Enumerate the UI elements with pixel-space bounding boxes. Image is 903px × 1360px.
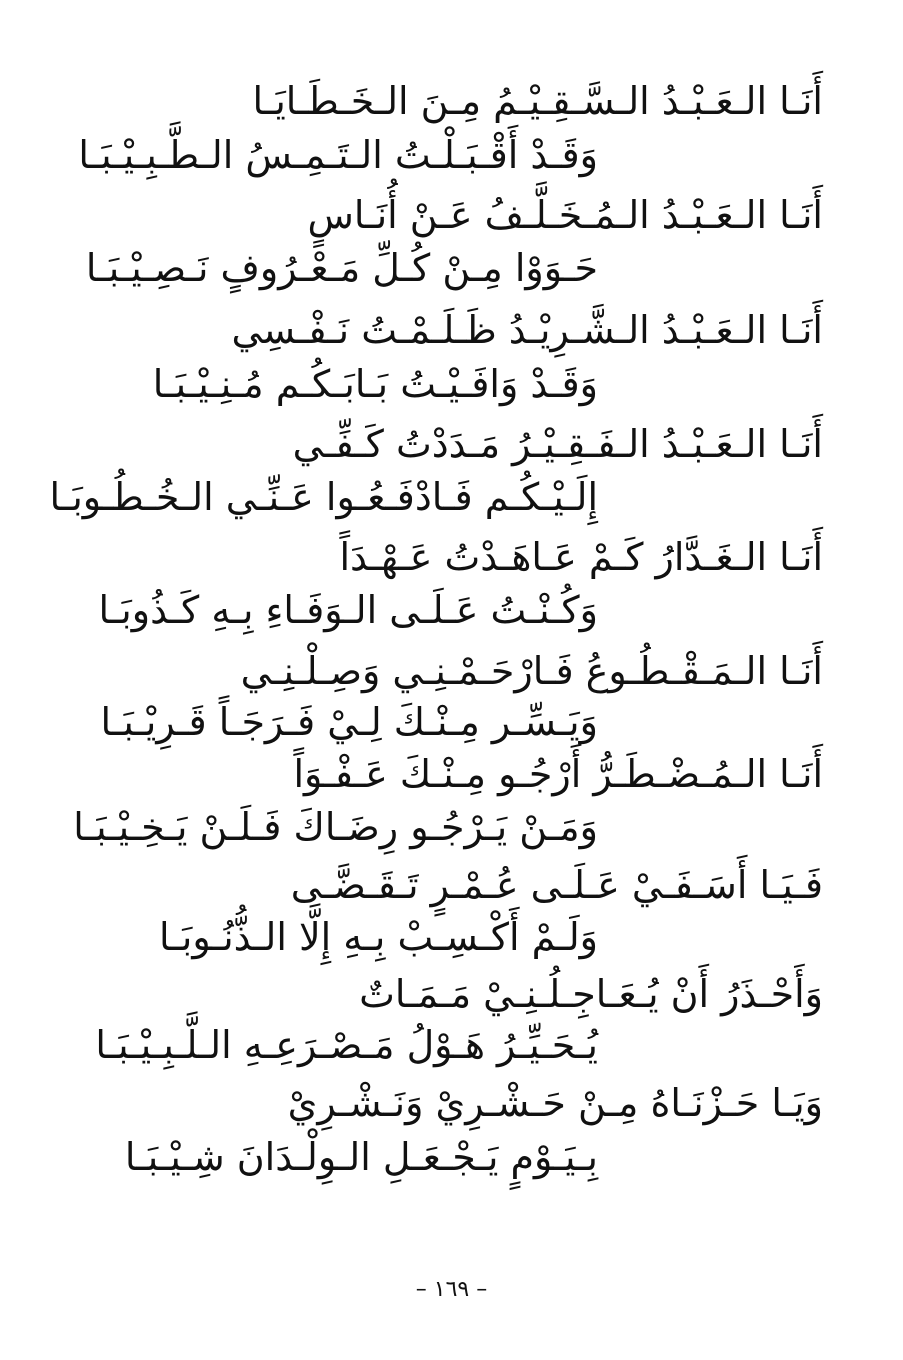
verse-1-second-hemistich: وَقَـدْ أَقْـبَـلْـتُ الـتَـمِـسُ الـطَّـبِـيْـبَـا — [78, 133, 598, 177]
verse-7-second-hemistich: وَمَـنْ يَـرْجُـو رِضَـاكَ فَـلَـنْ يَـخِـيْـبَـا — [73, 805, 598, 849]
verse-4-second-hemistich: إِلَـيْـكُـم فَـادْفَـعُـوا عَـنِّـي الـخُـطُـوبَـا — [49, 475, 598, 519]
verse-1-first-hemistich: أَنَـا الـعَـبْـدُ الـسَّـقِـيْـمُ مِـنَ الـخَـطَـايَـا — [252, 79, 823, 123]
verse-9-second-hemistich: يُـحَـيِّـرُ هَـوْلُ مَـصْـرَعِـهِ الـلَّـبِـيْـبَـا — [95, 1023, 598, 1067]
verse-2-second-hemistich: حَـوَوْا مِـنْ كُـلِّ مَـعْـرُوفٍ نَـصِـيْـبَـا — [85, 246, 598, 290]
verse-6-first-hemistich: أَنَـا الـمَـقْـطُـوعُ فَـارْحَـمْـنِـي وَصِـلْـنِـي — [240, 649, 823, 693]
verse-9-first-hemistich: وَأَحْـذَرُ أَنْ يُـعَـاجِـلُـنِـيْ مَـمَـاتٌ — [359, 972, 823, 1016]
verse-2-first-hemistich: أَنَـا الـعَـبْـدُ الـمُـخَـلَّـفُ عَـنْ أُنَـاسٍ — [307, 193, 823, 237]
verse-3-first-hemistich: أَنَـا الـعَـبْـدُ الـشَّـرِيْـدُ ظَـلَـمْـتُ نَـفْـسِي — [231, 308, 823, 352]
verse-10-first-hemistich: وَيَـا حَـزْنَـاهُ مِـنْ حَـشْـرِيْ وَنَـشْـرِيْ — [287, 1081, 823, 1125]
verse-3-second-hemistich: وَقَـدْ وَافَـيْـتُ بَـابَـكُـم مُـنِـيْـبَـا — [152, 362, 598, 406]
verse-8-first-hemistich: فَـيَـا أَسَـفَـيْ عَـلَـى عُـمْـرٍ تَـقَـضَّـى — [290, 863, 823, 907]
verse-5-second-hemistich: وَكُـنْـتُ عَـلَـى الـوَفَـاءِ بِـهِ كَـذُوبَـا — [98, 588, 598, 632]
verse-7-first-hemistich: أَنَـا الـمُـضْـطَـرُّ أَرْجُـو مِـنْـكَ عَـفْـوَاً — [293, 752, 823, 796]
verse-5-first-hemistich: أَنَـا الـغَـدَّارُ كَـمْ عَـاهَـدْتُ عَـهْـدَاً — [339, 535, 823, 579]
verse-8-second-hemistich: وَلَـمْ أَكْـسِـبْ بِـهِ إِلَّا الـذُّنُـوبَـا — [159, 915, 598, 959]
page-number: – ١٦٩ – — [415, 1277, 488, 1302]
verse-6-second-hemistich: وَيَـسِّـر مِـنْـكَ لِـيْ فَـرَجَـاً قَـرِيْـبَـا — [100, 700, 598, 744]
verse-4-first-hemistich: أَنَـا الـعَـبْـدُ الـفَـقِـيْـرُ مَـدَدْتُ كَـفِّـي — [292, 422, 823, 466]
verse-10-second-hemistich: بِـيَـوْمٍ يَـجْـعَـلِ الـوِلْـدَانَ شِـيْـبَـا — [124, 1135, 598, 1179]
